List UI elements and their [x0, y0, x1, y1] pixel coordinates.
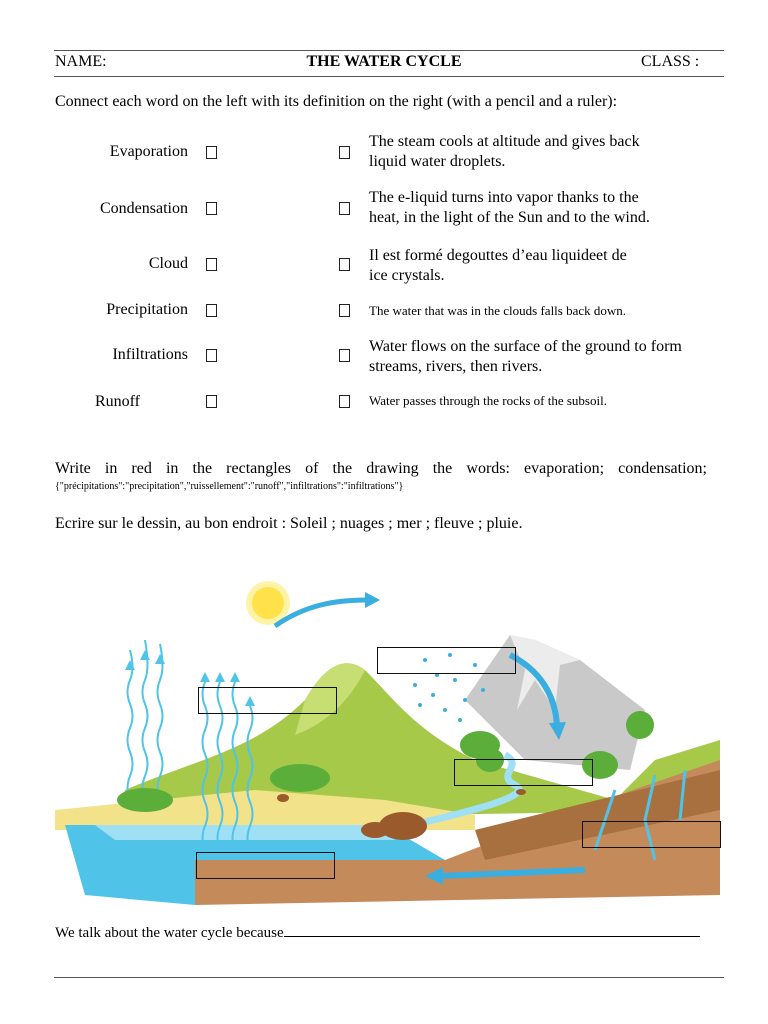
word-cloud: Cloud [148, 255, 188, 272]
word-evaporation: Evaporation [109, 143, 188, 160]
definition-condensation [369, 132, 640, 172]
json-instruction: {"précipitations":"precipitation","ruissellement":"runoff","infiltrations":"infiltrations"} [55, 481, 404, 492]
right-connect-box[interactable] [339, 146, 350, 159]
page-title: THE WATER CYCLE [306, 53, 462, 70]
right-connect-box[interactable] [339, 349, 350, 362]
definition-line: Il est formé degouttes d’eau liquideet de [369, 247, 627, 264]
condensation-answer-box[interactable] [377, 647, 516, 674]
left-connect-box[interactable] [206, 304, 217, 317]
definition-line: The steam cools at altitude and gives back [369, 133, 640, 150]
left-connect-box[interactable] [206, 146, 217, 159]
definition-infiltration [369, 391, 607, 411]
definition-cloud [369, 246, 627, 286]
definition-line: The e-liquid turns into vapor thanks to the [369, 189, 639, 206]
answer-blank-line[interactable] [284, 922, 700, 937]
class-label: CLASS : [641, 53, 700, 70]
bottom-rule [54, 977, 724, 978]
definition-line: The water that was in the clouds falls back down. [369, 303, 627, 318]
definition-line: liquid water droplets. [369, 153, 506, 170]
sea-answer-box[interactable] [196, 852, 335, 879]
definition-line: heat, in the light of the Sun and to the wind. [369, 209, 650, 226]
word-condensation: Condensation [100, 200, 188, 217]
arrow-head [365, 592, 380, 608]
right-connect-box[interactable] [339, 258, 350, 271]
definition-line: streams, rivers, then rivers. [369, 358, 543, 375]
runoff-answer-box[interactable] [454, 759, 593, 786]
word-precipitation: Precipitation [106, 301, 188, 318]
left-connect-box[interactable] [206, 349, 217, 362]
top-rule [54, 50, 724, 51]
definition-line: Water passes through the rocks of the subsoil. [369, 393, 607, 408]
name-label: NAME: [55, 53, 107, 70]
right-connect-box[interactable] [339, 395, 350, 408]
right-connect-box[interactable] [339, 202, 350, 215]
definition-precipitation [369, 301, 626, 321]
right-connect-box[interactable] [339, 304, 350, 317]
write-red-instruction: Write in red in the rectangles of the drawing the words: evaporation; condensation; [55, 460, 707, 477]
evaporation-answer-box[interactable] [198, 687, 337, 714]
footer-sentence [55, 922, 700, 942]
left-connect-box[interactable] [206, 202, 217, 215]
water-cycle-illustration [55, 560, 720, 910]
sea-surface [95, 825, 395, 840]
footer-text: We talk about the water cycle because [55, 925, 284, 941]
definition-line: Water flows on the surface of the ground to form [369, 338, 682, 355]
definition-line: ice crystals. [369, 267, 445, 284]
word-runoff: Runoff [94, 393, 140, 410]
connect-instruction: Connect each word on the left with its definition on the right (with a pencil and a ruler): [55, 93, 618, 110]
header-rule [54, 76, 724, 77]
french-instruction: Ecrire sur le dessin, au bon endroit : Soleil ; nuages ; mer ; fleuve ; pluie. [55, 515, 523, 532]
sun-icon [252, 587, 284, 619]
infiltration-answer-box[interactable] [582, 821, 721, 848]
left-connect-box[interactable] [206, 395, 217, 408]
word-infiltrations: Infiltrations [112, 346, 188, 363]
definition-runoff [369, 337, 682, 377]
left-connect-box[interactable] [206, 258, 217, 271]
definition-evaporation [369, 188, 650, 228]
